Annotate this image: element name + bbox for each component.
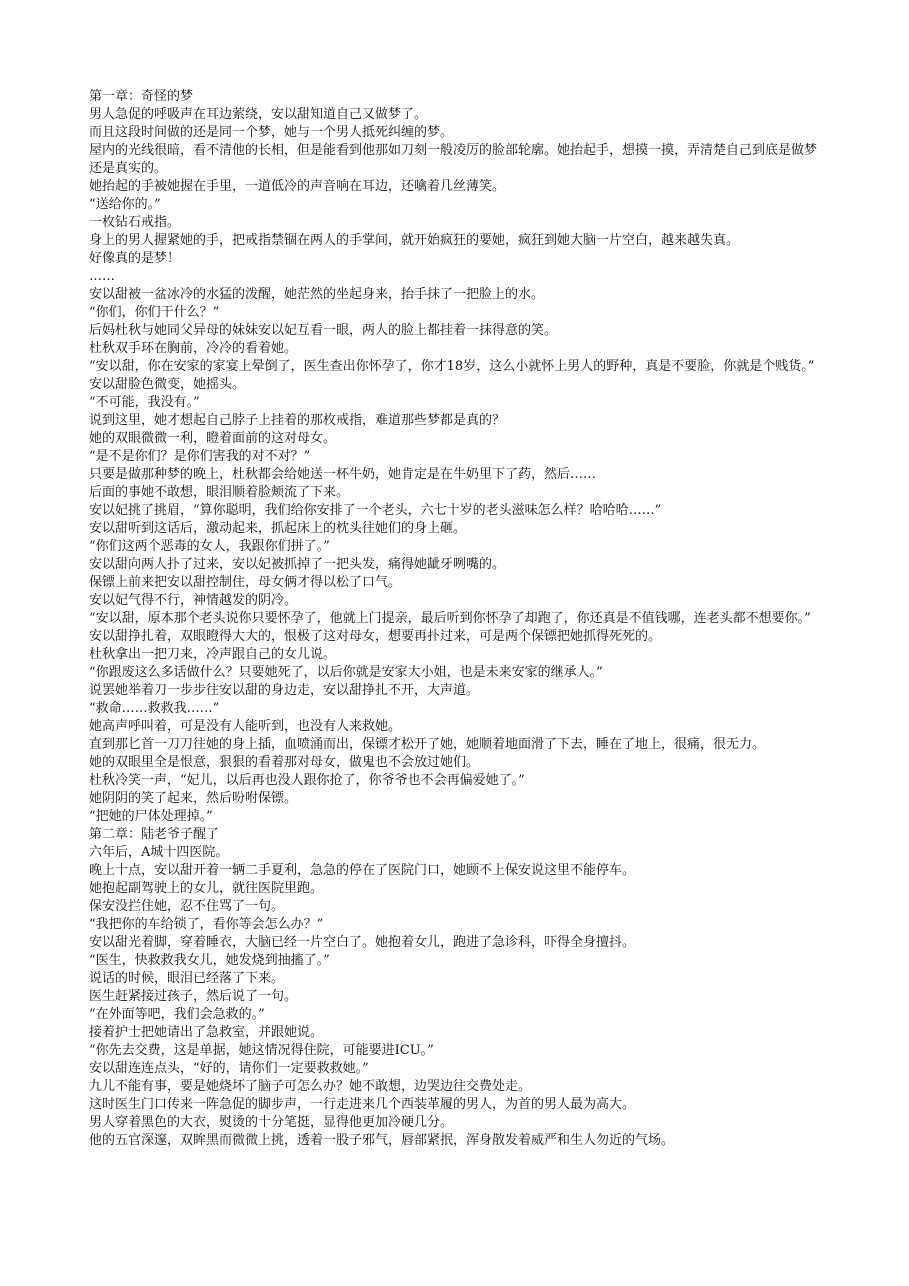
paragraph: “安以甜，原本那个老头说你只要怀孕了，他就上门提亲，最后听到你怀孕了却跑了，你还真是不值钱哪，连老头都不想要你。”: [89, 611, 811, 626]
paragraph: 她的双眼里全是恨意，狠狠的看着那对母女，做鬼也不会放过她们。: [89, 755, 480, 770]
paragraph: 而且这段时间做的还是同一个梦，她与一个男人抵死纠缠的梦。: [89, 125, 454, 140]
paragraph: 安以甜光着脚，穿着睡衣，大脑已经一片空白了。她抱着女儿，跑进了急诊科，吓得全身擅抖。: [89, 935, 636, 950]
paragraph: 直到那匕首一刀刀往她的身上插，血喷涌而出，保镖才松开了她，她顺着地面滑了下去，睡在了地上，很痛，很无力。: [89, 737, 766, 752]
paragraph: 安以甜被一盆冰冷的水猛的泼醒，她茫然的坐起身来，抬手抹了一把脸上的水。: [89, 287, 545, 302]
paragraph: 安以妃挑了挑眉，“算你聪明，我们给你安排了一个老头，六七十岁的老头滋味怎么样？哈哈哈……”: [89, 503, 662, 518]
chapter-heading: 第一章：奇怪的梦: [89, 89, 194, 104]
paragraph: “我把你的车给锁了，看你等会怎么办？”: [89, 917, 324, 932]
document-body: [89, 88, 824, 1150]
paragraph: 安以甜向两人扑了过来，安以妃被抓掉了一把头发，痛得她龇牙咧嘴的。: [89, 557, 506, 572]
paragraph: “你们这两个恶毒的女人，我跟你们拼了。”: [89, 539, 330, 554]
paragraph: 安以甜挣扎着，双眼瞪得大大的，恨极了这对母女，想要再扑过来，可是两个保镖把她抓得死死的。: [89, 629, 662, 644]
paragraph: 杜秋冷笑一声，“妃儿，以后再也没人跟你抢了，你爷爷也不会再偏爱她了。”: [89, 773, 525, 788]
paragraph: 杜秋双手环在胸前，冷冷的看着她。: [89, 341, 298, 356]
paragraph: 接着护士把她请出了急救室，并跟她说。: [89, 1025, 324, 1040]
paragraph: 她的双眼微微一利，瞪着面前的这对母女。: [89, 431, 337, 446]
paragraph: 他的五官深邃，双眸黑而微微上挑，透着一股子邪气，唇部紧抿，浑身散发着威严和生人勿近的气场。: [89, 1133, 675, 1148]
paragraph: “不可能，我没有。”: [89, 395, 200, 410]
paragraph: 说罢她举着刀一步步往安以甜的身边走，安以甜挣扎不开，大声道。: [89, 683, 480, 698]
paragraph: 这时医生门口传来一阵急促的脚步声，一行走进来几个西装革履的男人，为首的男人最为高大。: [89, 1097, 636, 1112]
paragraph: “在外面等吧，我们会急救的。”: [89, 1007, 265, 1022]
paragraph: 只要是做那种梦的晚上，杜秋都会给她送一杯牛奶，她肯定是在牛奶里下了药，然后……: [89, 467, 597, 482]
paragraph: “你跟废这么多话做什么？只要她死了，以后你就是安家大小姐，也是未来安家的继承人。”: [89, 665, 603, 680]
paragraph: “送给你的。”: [89, 197, 161, 212]
paragraph: 说话的时候，眼泪已经落了下来。: [89, 971, 285, 986]
paragraph: “你们，你们干什么？”: [89, 305, 220, 320]
paragraph: “医生，快救救我女儿，她发烧到抽搐了。”: [89, 953, 330, 968]
paragraph: 男人急促的呼吸声在耳边萦绕，安以甜知道自己又做梦了。: [89, 107, 428, 122]
paragraph: 身上的男人握紧她的手，把戒指禁锢在两人的手掌间，就开始疯狂的要她，疯狂到她大脑一片空白，越来越失真。: [89, 233, 740, 248]
paragraph: 安以甜连连点头，“好的，请你们一定要救救她。”: [89, 1061, 369, 1076]
paragraph: 保镖上前来把安以甜控制住，母女俩才得以松了口气。: [89, 575, 402, 590]
paragraph: 九儿不能有事，要是她烧坏了脑子可怎么办？她不敢想，边哭边往交费处走。: [89, 1079, 532, 1094]
paragraph: 说到这里，她才想起自己脖子上挂着的那枚戒指，难道那些梦都是真的？: [89, 413, 506, 428]
paragraph: 安以妃气得不行，神情越发的阴冷。: [89, 593, 298, 608]
paragraph: 医生赶紧接过孩子，然后说了一句。: [89, 989, 298, 1004]
chapter-heading: 第二章：陆老爷子醒了: [89, 827, 220, 842]
paragraph: 她阴阴的笑了起来，然后吩咐保镖。: [89, 791, 298, 806]
paragraph: 她抬起的手被她握在手里，一道低冷的声音响在耳边，还噙着几丝薄笑。: [89, 179, 506, 194]
paragraph: “把她的尸体处理掉。”: [89, 809, 213, 824]
paragraph: 好像真的是梦！: [89, 251, 181, 266]
paragraph: ……: [89, 269, 115, 284]
paragraph: 六年后，A城十四医院。: [89, 845, 229, 860]
paragraph: 保安没拦住她，忍不住骂了一句。: [89, 899, 285, 914]
paragraph: 后面的事她不敢想，眼泪顺着脸颊流了下来。: [89, 485, 350, 500]
paragraph: 安以甜脸色微变，她摇头。: [89, 377, 246, 392]
paragraph: 安以甜听到这话后，激动起来，抓起床上的枕头往她们的身上砸。: [89, 521, 467, 536]
paragraph: 晚上十点，安以甜开着一辆二手夏利，急急的停在了医院门口，她顾不上保安说这里不能停车。: [89, 863, 636, 878]
paragraph: “救命……救救我……”: [89, 701, 220, 716]
paragraph: 她抱起副驾驶上的女儿，就往医院里跑。: [89, 881, 324, 896]
paragraph: “你先去交费，这是单据，她这情况得住院，可能要进ICU。”: [89, 1043, 434, 1058]
paragraph: 男人穿着黑色的大衣，熨烫的十分笔挺，显得他更加冷硬几分。: [89, 1115, 454, 1130]
paragraph: 后妈杜秋与她同父异母的妹妹安以妃互看一眼，两人的脸上都挂着一抹得意的笑。: [89, 323, 558, 338]
paragraph: 杜秋拿出一把刀来，冷声跟自己的女儿说。: [89, 647, 337, 662]
paragraph: 她高声呼叫着，可是没有人能听到，也没有人来救她。: [89, 719, 402, 734]
paragraph: “安以甜，你在安家的家宴上晕倒了，医生查出你怀孕了，你才18岁，这么小就怀上男人的野种，真是不要脸，你就是个贱货。”: [89, 359, 815, 374]
paragraph: 屋内的光线很暗，看不清他的长相，但是能看到他那如刀刻一般凌厉的脸部轮廓。她抬起手，想摸一摸，弄清楚自己到底是做梦还是真实的。: [89, 143, 818, 176]
paragraph: 一枚钻石戒指。: [89, 215, 181, 230]
paragraph: “是不是你们？是你们害我的对不对？”: [89, 449, 311, 464]
